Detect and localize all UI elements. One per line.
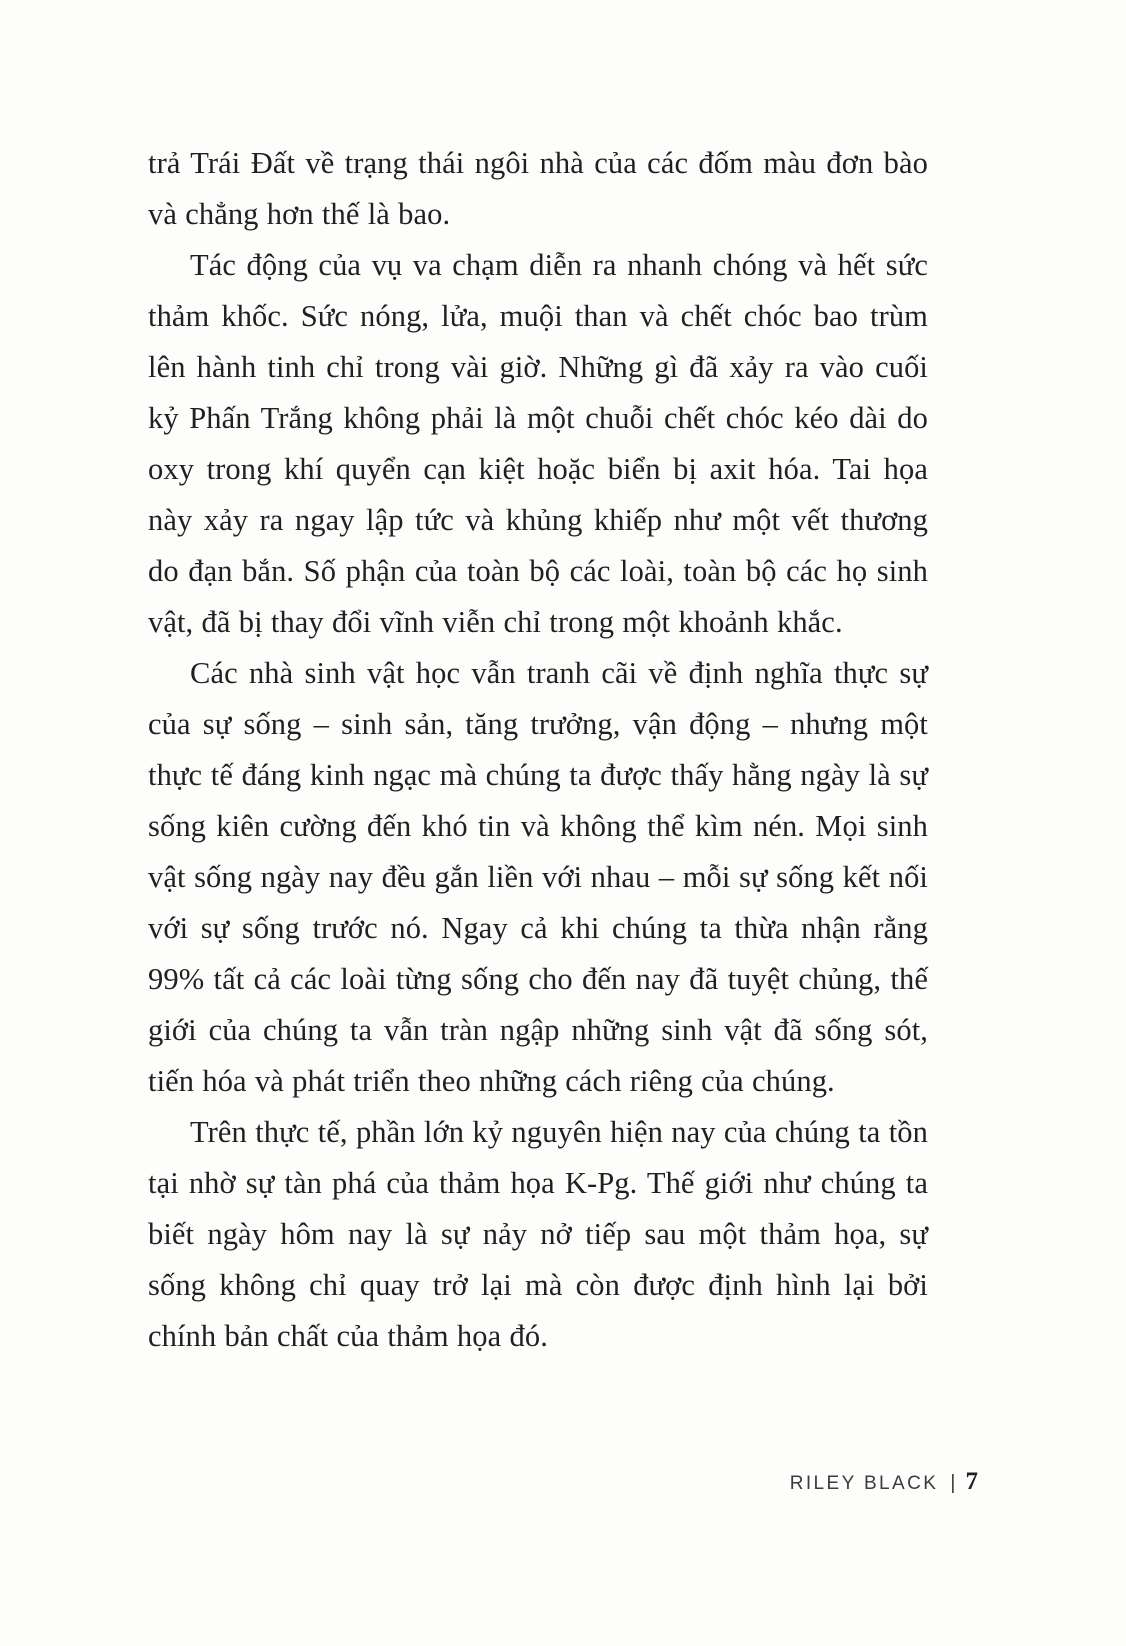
footer-author: RILEY BLACK — [789, 1473, 939, 1494]
paragraph-biologists: Các nhà sinh vật học vẫn tranh cãi về định nghĩa thực sự của sự sống – sinh sản, tăng trưởng, vận động – nhưng một thực tế đáng kinh ngạc mà chúng ta được thấy hằng ngày là sự sống kiên cường đến khó tin và không thể kìm nén. Mọi sinh vật sống ngày nay đều gắn liền với nhau – mỗi sự sống kết nối với sự sống trước nó. Ngay cả khi chúng ta thừa nhận rằng 99% tất cả các loài từng sống cho đến nay đã tuyệt chủng, thế giới của chúng ta vẫn tràn ngập những sinh vật đã sống sót, tiến hóa và phát triển theo những cách riêng của chúng. — [148, 656, 928, 1098]
page-footer — [148, 1468, 978, 1496]
paragraph-impact: Tác động của vụ va chạm diễn ra nhanh chóng và hết sức thảm khốc. Sức nóng, lửa, muội than và chết chóc bao trùm lên hành tinh chỉ trong vài giờ. Những gì đã xảy ra vào cuối kỷ Phấn Trắng không phải là một chuỗi chết chóc kéo dài do oxy trong khí quyển cạn kiệt hoặc biển bị axit hóa. Tai họa này xảy ra ngay lập tức và khủng khiếp như một vết thương do đạn bắn. Số phận của toàn bộ các loài, toàn bộ các họ sinh vật, đã bị thay đổi vĩnh viễn chỉ trong một khoảnh khắc. — [148, 248, 928, 639]
page-number: 7 — [965, 1468, 978, 1495]
paragraph-era: Trên thực tế, phần lớn kỷ nguyên hiện nay của chúng ta tồn tại nhờ sự tàn phá của thảm họa K-Pg. Thế giới như chúng ta biết ngày hôm nay là sự nảy nở tiếp sau một thảm họa, sự sống không chỉ quay trở lại mà còn được định hình lại bởi chính bản chất của thảm họa đó. — [148, 1115, 928, 1353]
footer-separator: | — [950, 1472, 956, 1494]
paragraph-continued: trả Trái Đất về trạng thái ngôi nhà của các đốm màu đơn bào và chẳng hơn thế là bao. — [148, 146, 928, 231]
page-body-text — [148, 138, 928, 1362]
